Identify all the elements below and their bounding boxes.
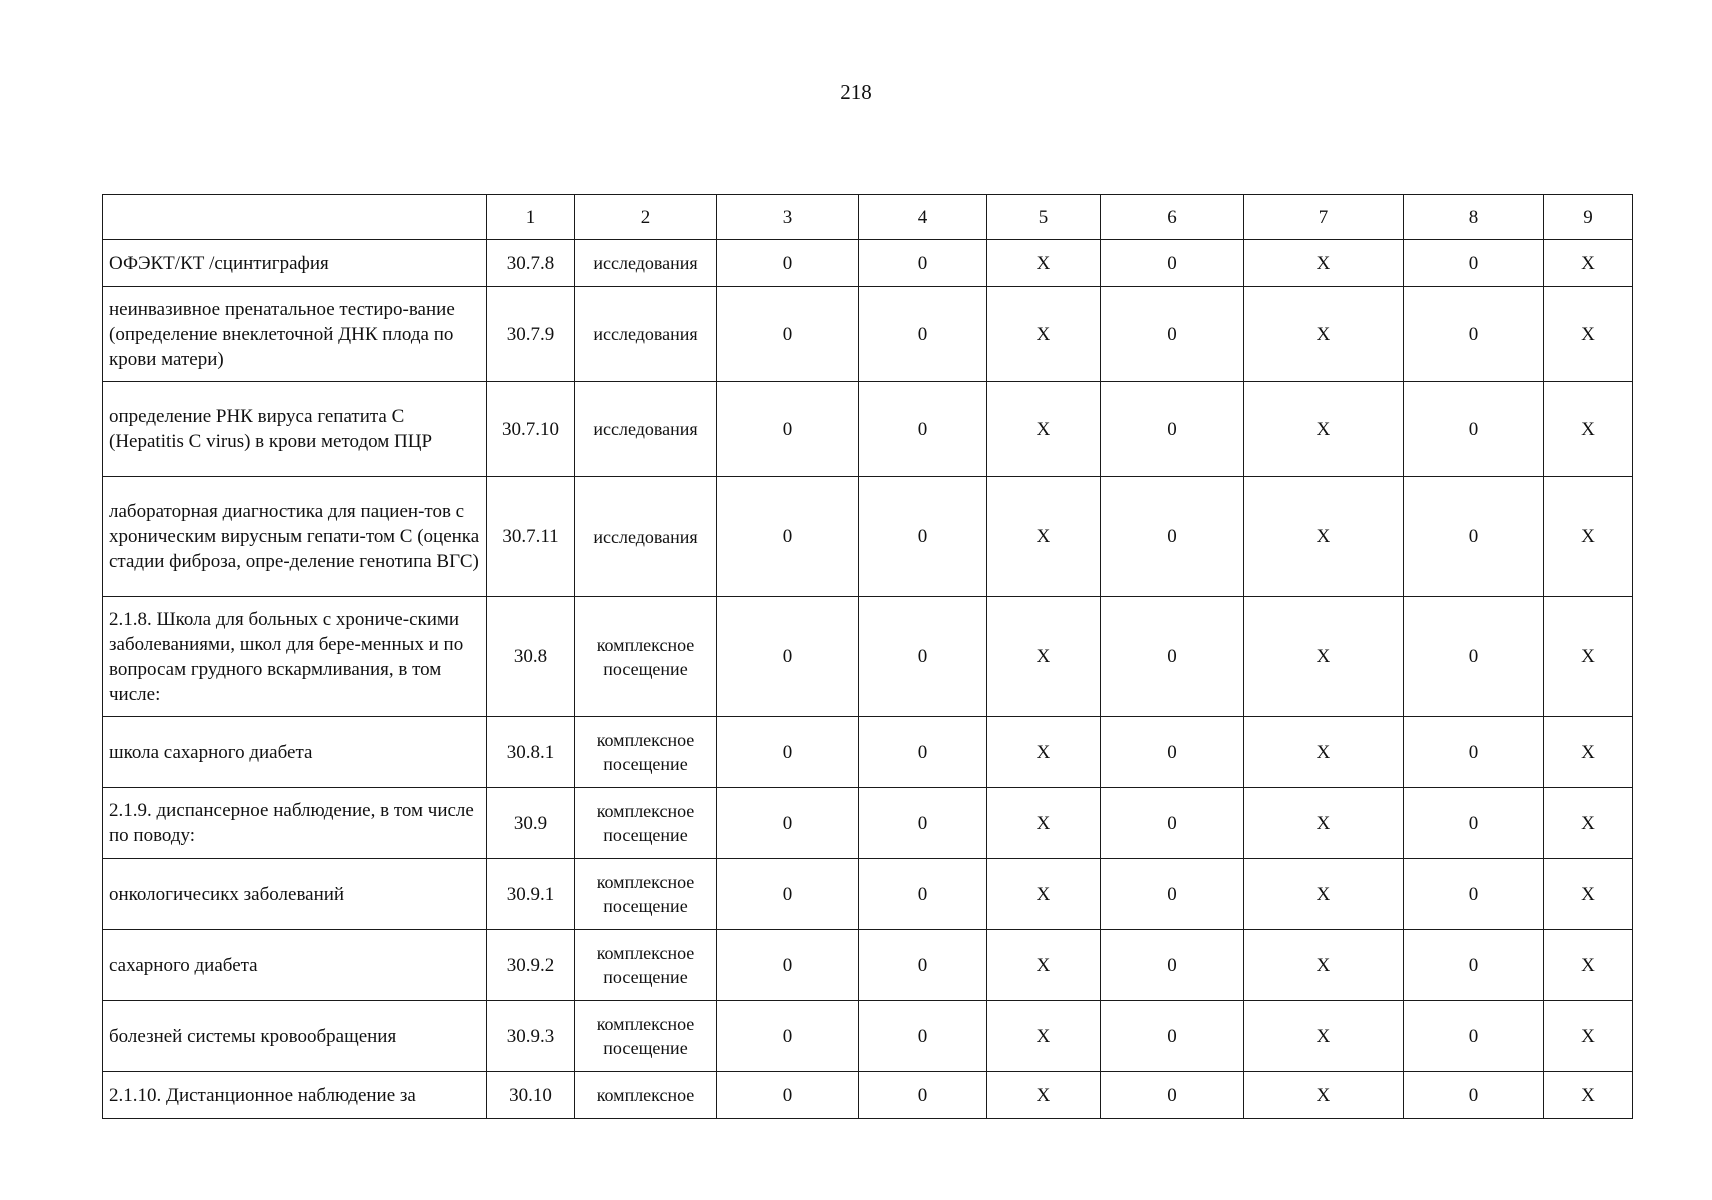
cell-col-6: 0 — [1101, 1001, 1244, 1072]
cell-col-9: X — [1544, 717, 1633, 788]
cell-col-8: 0 — [1404, 597, 1544, 717]
cell-col-3: 0 — [717, 859, 859, 930]
cell-col-6: 0 — [1101, 597, 1244, 717]
cell-col-8: 0 — [1404, 930, 1544, 1001]
cell-col-4: 0 — [859, 788, 987, 859]
data-table — [102, 194, 1633, 1119]
cell-unit: исследования — [575, 477, 717, 597]
cell-name: онкологичесикх заболеваний — [103, 859, 487, 930]
cell-col-3: 0 — [717, 597, 859, 717]
header-cell-8: 8 — [1404, 195, 1544, 240]
cell-code: 30.7.10 — [487, 382, 575, 477]
cell-name: школа сахарного диабета — [103, 717, 487, 788]
header-cell-7: 7 — [1244, 195, 1404, 240]
cell-col-3: 0 — [717, 477, 859, 597]
table-row — [103, 287, 1633, 382]
cell-col-8: 0 — [1404, 382, 1544, 477]
header-cell-name — [103, 195, 487, 240]
cell-name: 2.1.9. диспансерное наблюдение, в том числе по поводу: — [103, 788, 487, 859]
cell-col-3: 0 — [717, 717, 859, 788]
header-cell-6: 6 — [1101, 195, 1244, 240]
cell-col-4: 0 — [859, 287, 987, 382]
cell-code: 30.9.1 — [487, 859, 575, 930]
cell-col-3: 0 — [717, 788, 859, 859]
page-number: 218 — [840, 80, 872, 104]
cell-col-5: X — [987, 1001, 1101, 1072]
cell-col-9: X — [1544, 597, 1633, 717]
cell-code: 30.7.11 — [487, 477, 575, 597]
cell-col-8: 0 — [1404, 859, 1544, 930]
cell-name: 2.1.8. Школа для больных с хрониче-скими заболеваниями, школ для бере-менных и по вопросам грудного вскармливания, в том числе: — [103, 597, 487, 717]
cell-col-9: X — [1544, 859, 1633, 930]
cell-col-7: X — [1244, 788, 1404, 859]
cell-col-8: 0 — [1404, 287, 1544, 382]
table-header-row — [103, 195, 1633, 240]
cell-col-8: 0 — [1404, 1001, 1544, 1072]
cell-col-9: X — [1544, 240, 1633, 287]
table-row — [103, 477, 1633, 597]
cell-col-9: X — [1544, 287, 1633, 382]
cell-col-5: X — [987, 240, 1101, 287]
cell-col-3: 0 — [717, 930, 859, 1001]
cell-col-9: X — [1544, 382, 1633, 477]
cell-col-4: 0 — [859, 1001, 987, 1072]
cell-col-6: 0 — [1101, 930, 1244, 1001]
cell-col-4: 0 — [859, 859, 987, 930]
cell-col-9: X — [1544, 788, 1633, 859]
cell-col-8: 0 — [1404, 788, 1544, 859]
cell-col-6: 0 — [1101, 859, 1244, 930]
table-row — [103, 240, 1633, 287]
cell-unit: исследования — [575, 382, 717, 477]
cell-col-5: X — [987, 930, 1101, 1001]
cell-col-8: 0 — [1404, 477, 1544, 597]
cell-col-3: 0 — [717, 1001, 859, 1072]
cell-col-5: X — [987, 597, 1101, 717]
cell-col-7: X — [1244, 930, 1404, 1001]
cell-name: 2.1.10. Дистанционное наблюдение за — [103, 1072, 487, 1119]
cell-col-4: 0 — [859, 477, 987, 597]
cell-col-3: 0 — [717, 382, 859, 477]
header-cell-2: 2 — [575, 195, 717, 240]
cell-col-8: 0 — [1404, 717, 1544, 788]
cell-name: ОФЭКТ/КТ /сцинтиграфия — [103, 240, 487, 287]
cell-col-9: X — [1544, 1072, 1633, 1119]
cell-unit: комплексное посещение — [575, 930, 717, 1001]
cell-col-6: 0 — [1101, 382, 1244, 477]
cell-col-6: 0 — [1101, 240, 1244, 287]
cell-col-7: X — [1244, 1001, 1404, 1072]
table-row — [103, 1001, 1633, 1072]
cell-col-5: X — [987, 717, 1101, 788]
table-body — [103, 195, 1633, 1119]
cell-col-6: 0 — [1101, 477, 1244, 597]
cell-col-6: 0 — [1101, 717, 1244, 788]
table-row — [103, 859, 1633, 930]
cell-unit: комплексное посещение — [575, 717, 717, 788]
cell-col-4: 0 — [859, 930, 987, 1001]
cell-name: болезней системы кровообращения — [103, 1001, 487, 1072]
cell-name: сахарного диабета — [103, 930, 487, 1001]
cell-col-6: 0 — [1101, 1072, 1244, 1119]
cell-col-5: X — [987, 477, 1101, 597]
cell-unit: комплексное посещение — [575, 597, 717, 717]
cell-col-4: 0 — [859, 597, 987, 717]
cell-col-7: X — [1244, 477, 1404, 597]
cell-unit: исследования — [575, 287, 717, 382]
cell-col-5: X — [987, 788, 1101, 859]
cell-unit: комплексное посещение — [575, 859, 717, 930]
cell-unit: комплексное посещение — [575, 1001, 717, 1072]
cell-col-9: X — [1544, 1001, 1633, 1072]
cell-col-7: X — [1244, 859, 1404, 930]
cell-col-9: X — [1544, 477, 1633, 597]
cell-col-8: 0 — [1404, 1072, 1544, 1119]
cell-name: неинвазивное пренатальное тестиро-вание (определение внеклеточной ДНК плода по крови матери) — [103, 287, 487, 382]
cell-col-6: 0 — [1101, 788, 1244, 859]
cell-col-4: 0 — [859, 1072, 987, 1119]
cell-code: 30.7.9 — [487, 287, 575, 382]
header-cell-3: 3 — [717, 195, 859, 240]
cell-col-7: X — [1244, 240, 1404, 287]
cell-col-7: X — [1244, 1072, 1404, 1119]
table-row — [103, 382, 1633, 477]
header-cell-9: 9 — [1544, 195, 1633, 240]
cell-unit: комплексное — [575, 1072, 717, 1119]
cell-col-5: X — [987, 1072, 1101, 1119]
cell-col-5: X — [987, 859, 1101, 930]
cell-col-5: X — [987, 287, 1101, 382]
header-cell-1: 1 — [487, 195, 575, 240]
cell-name: лабораторная диагностика для пациен-тов с хроническим вирусным гепати-том С (оценка стадии фиброза, опре-деление генотипа ВГС) — [103, 477, 487, 597]
cell-col-7: X — [1244, 287, 1404, 382]
cell-unit: исследования — [575, 240, 717, 287]
cell-col-3: 0 — [717, 240, 859, 287]
cell-col-7: X — [1244, 717, 1404, 788]
cell-col-7: X — [1244, 382, 1404, 477]
cell-code: 30.8.1 — [487, 717, 575, 788]
cell-code: 30.7.8 — [487, 240, 575, 287]
cell-col-4: 0 — [859, 717, 987, 788]
table-row — [103, 788, 1633, 859]
cell-code: 30.8 — [487, 597, 575, 717]
cell-col-6: 0 — [1101, 287, 1244, 382]
header-cell-4: 4 — [859, 195, 987, 240]
cell-code: 30.9.2 — [487, 930, 575, 1001]
cell-col-8: 0 — [1404, 240, 1544, 287]
cell-col-3: 0 — [717, 1072, 859, 1119]
cell-code: 30.10 — [487, 1072, 575, 1119]
table-row — [103, 597, 1633, 717]
cell-code: 30.9 — [487, 788, 575, 859]
cell-col-3: 0 — [717, 287, 859, 382]
table-row — [103, 930, 1633, 1001]
cell-name: определение РНК вируса гепатита С (Hepatitis C virus) в крови методом ПЦР — [103, 382, 487, 477]
cell-col-7: X — [1244, 597, 1404, 717]
cell-col-4: 0 — [859, 382, 987, 477]
cell-col-4: 0 — [859, 240, 987, 287]
header-cell-5: 5 — [987, 195, 1101, 240]
cell-unit: комплексное посещение — [575, 788, 717, 859]
table-row — [103, 717, 1633, 788]
cell-col-9: X — [1544, 930, 1633, 1001]
table-row — [103, 1072, 1633, 1119]
cell-code: 30.9.3 — [487, 1001, 575, 1072]
cell-col-5: X — [987, 382, 1101, 477]
